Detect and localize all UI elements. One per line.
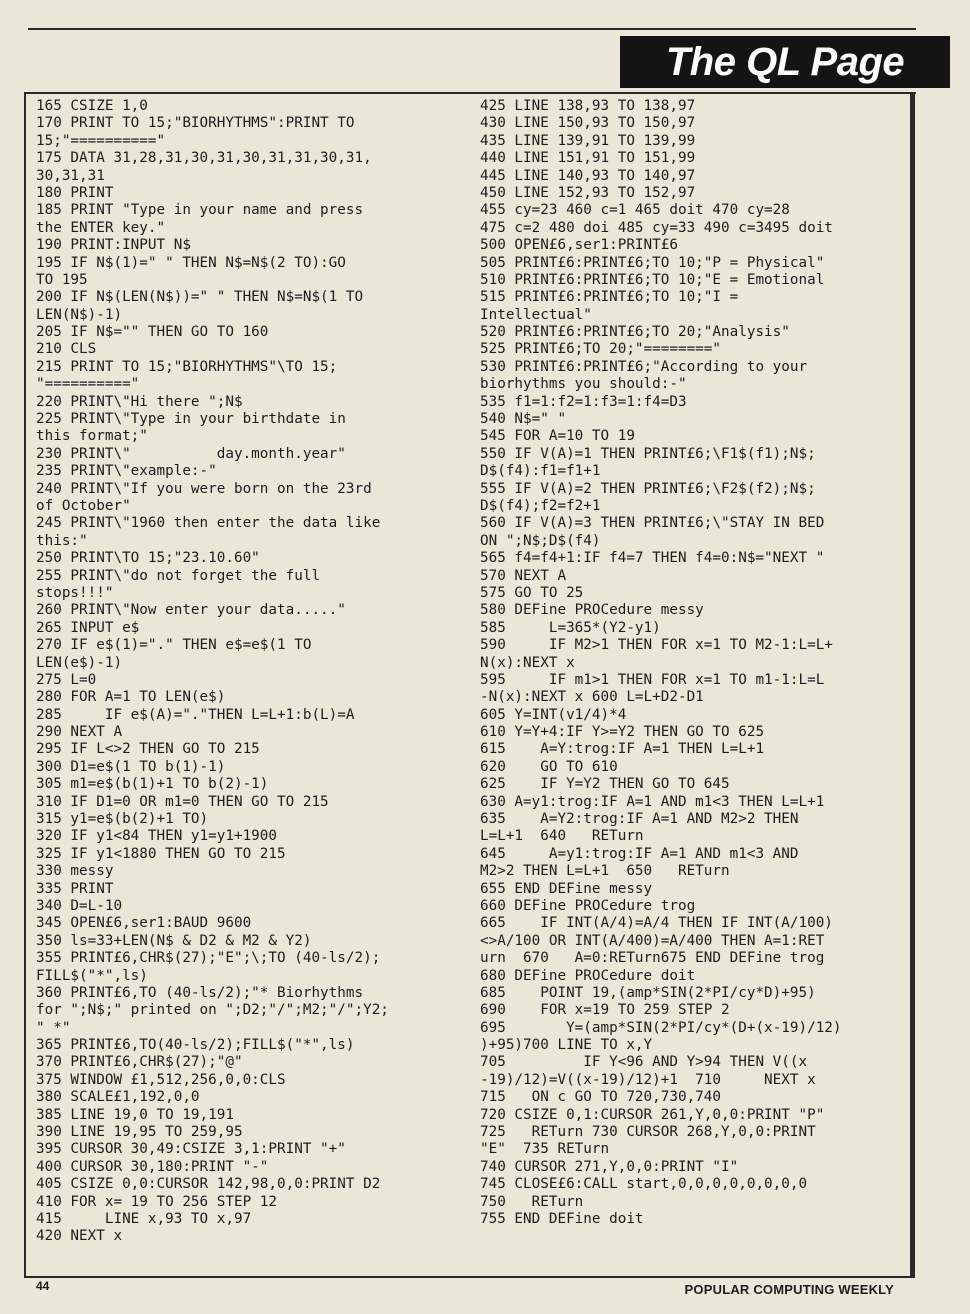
code-line: 455 cy=23 460 c=1 465 doit 470 cy=28 bbox=[480, 202, 790, 219]
code-line: 360 PRINT£6,TO (40-ls/2);"* Biorhythms bbox=[36, 984, 364, 1001]
code-line: 445 LINE 140,93 TO 140,97 bbox=[480, 167, 696, 184]
code-line: 660 DEFine PROCedure trog bbox=[480, 897, 696, 914]
code-line: 505 PRINT£6:PRINT£6;TO 10;"P = Physical" bbox=[480, 254, 825, 271]
code-line: 370 PRINT£6,CHR$(27);"@" bbox=[36, 1054, 243, 1071]
code-line: 375 WINDOW £1,512,256,0,0:CLS bbox=[36, 1071, 286, 1088]
code-line: 570 NEXT A bbox=[480, 567, 567, 584]
code-line: 575 GO TO 25 bbox=[480, 584, 584, 601]
code-line: " *" bbox=[36, 1019, 71, 1036]
code-line: 265 INPUT e$ bbox=[36, 619, 140, 636]
code-line: 260 PRINT\"Now enter your data....." bbox=[36, 602, 346, 619]
code-line: 320 IF y1<84 THEN y1=y1+1900 bbox=[36, 828, 278, 845]
code-line: 410 FOR x= 19 TO 256 STEP 12 bbox=[36, 1193, 278, 1210]
code-line: 630 A=y1:trog:IF A=1 AND m1<3 THEN L=L+1 bbox=[480, 793, 825, 810]
code-line: 635 A=Y2:trog:IF A=1 AND M2>2 THEN bbox=[480, 811, 799, 828]
code-line: 685 POINT 19,(amp*SIN(2*PI/cy*D)+95) bbox=[480, 984, 816, 1001]
code-line: 750 RETurn bbox=[480, 1193, 584, 1210]
code-line: 195 IF N$(1)=" " THEN N$=N$(2 TO):GO bbox=[36, 254, 346, 271]
code-line: 240 PRINT\"If you were born on the 23rd bbox=[36, 480, 372, 497]
code-line: stops!!!" bbox=[36, 584, 114, 601]
code-line: 450 LINE 152,93 TO 152,97 bbox=[480, 184, 696, 201]
code-line: 305 m1=e$(b(1)+1 TO b(2)-1) bbox=[36, 776, 269, 793]
code-line: 205 IF N$="" THEN GO TO 160 bbox=[36, 324, 269, 341]
code-line: 235 PRINT\"example:-" bbox=[36, 463, 217, 480]
code-line: 435 LINE 139,91 TO 139,99 bbox=[480, 132, 696, 149]
code-line: this format;" bbox=[36, 428, 148, 445]
code-line: 510 PRINT£6:PRINT£6;TO 10;"E = Emotional bbox=[480, 271, 825, 288]
code-line: 605 Y=INT(v1/4)*4 bbox=[480, 706, 627, 723]
code-line: 255 PRINT\"do not forget the full bbox=[36, 567, 321, 584]
code-line: 755 END DEFine doit bbox=[480, 1211, 644, 1227]
code-line: 520 PRINT£6:PRINT£6;TO 20;"Analysis" bbox=[480, 324, 790, 341]
code-line: 565 f4=f4+1:IF f4=7 THEN f4=0:N$="NEXT " bbox=[480, 550, 825, 567]
code-line: 315 y1=e$(b(2)+1 TO) bbox=[36, 811, 209, 828]
code-line: 405 CSIZE 0,0:CURSOR 142,98,0,0:PRINT D2 bbox=[36, 1176, 381, 1193]
code-line: 380 SCALE£1,192,0,0 bbox=[36, 1089, 200, 1106]
code-line: 560 IF V(A)=3 THEN PRINT£6;\"STAY IN BED bbox=[480, 515, 825, 532]
code-line: 395 CURSOR 30,49:CSIZE 3,1:PRINT "+" bbox=[36, 1141, 346, 1158]
code-line: biorhythms you should:-" bbox=[480, 376, 687, 393]
top-rule bbox=[28, 28, 916, 30]
code-line: 345 OPEN£6,ser1:BAUD 9600 bbox=[36, 915, 252, 932]
code-line: LEN(N$)-1) bbox=[36, 306, 123, 323]
code-line: L=L+1 640 RETurn bbox=[480, 828, 644, 845]
code-line: 165 CSIZE 1,0 bbox=[36, 98, 148, 114]
code-line: 645 A=y1:trog:IF A=1 AND m1<3 AND bbox=[480, 845, 799, 862]
code-line: ON ";N$;D$(f4) bbox=[480, 532, 601, 549]
code-line: 365 PRINT£6,TO(40-ls/2);FILL$("*",ls) bbox=[36, 1037, 355, 1054]
code-line: 15;"==========" bbox=[36, 132, 166, 149]
page-title: The QL Page bbox=[620, 36, 950, 88]
code-line: 740 CURSOR 271,Y,0,0:PRINT "I" bbox=[480, 1158, 739, 1175]
code-line: 430 LINE 150,93 TO 150,97 bbox=[480, 115, 696, 132]
code-line: 550 IF V(A)=1 THEN PRINT£6;\F1$(f1);N$; bbox=[480, 445, 816, 462]
code-line: 515 PRINT£6:PRINT£6;TO 10;"I = bbox=[480, 289, 739, 306]
code-line: 705 IF Y<96 AND Y>94 THEN V((x bbox=[480, 1054, 808, 1071]
code-line: 720 CSIZE 0,1:CURSOR 261,Y,0,0:PRINT "P" bbox=[480, 1106, 825, 1123]
code-line: 295 IF L<>2 THEN GO TO 215 bbox=[36, 741, 260, 758]
code-line: 340 D=L-10 bbox=[36, 897, 123, 914]
code-line: 595 IF m1>1 THEN FOR x=1 TO m1-1:L=L bbox=[480, 671, 825, 688]
code-line: FILL$("*",ls) bbox=[36, 967, 148, 984]
code-line: 655 END DEFine messy bbox=[480, 880, 653, 897]
code-line: -19)/12)=V((x-19)/12)+1 710 NEXT x bbox=[480, 1071, 816, 1088]
code-line: 245 PRINT\"1960 then enter the data like bbox=[36, 515, 381, 532]
code-line: 290 NEXT A bbox=[36, 724, 123, 741]
code-line: 475 c=2 480 doi 485 cy=33 490 c=3495 doit bbox=[480, 219, 833, 236]
code-line: 350 ls=33+LEN(N$ & D2 & M2 & Y2) bbox=[36, 932, 312, 949]
code-line: 615 A=Y:trog:IF A=1 THEN L=L+1 bbox=[480, 741, 765, 758]
code-line: 390 LINE 19,95 TO 259,95 bbox=[36, 1124, 243, 1141]
code-line: of October" bbox=[36, 497, 131, 514]
code-line: 280 FOR A=1 TO LEN(e$) bbox=[36, 689, 226, 706]
listing-right-column bbox=[480, 98, 908, 1228]
code-line: 690 FOR x=19 TO 259 STEP 2 bbox=[480, 1002, 730, 1019]
frame-right-rule bbox=[910, 92, 915, 1278]
code-line: "E" 735 RETurn bbox=[480, 1141, 610, 1158]
code-line: LEN(e$)-1) bbox=[36, 654, 123, 671]
code-line: for ";N$;" printed on ";D2;"/";M2;"/";Y2; bbox=[36, 1002, 389, 1019]
code-line: 745 CLOSE£6:CALL start,0,0,0,0,0,0,0,0 bbox=[480, 1176, 808, 1193]
code-line: 215 PRINT TO 15;"BIORHYTHMS"\TO 15; bbox=[36, 358, 338, 375]
code-line: 190 PRINT:INPUT N$ bbox=[36, 237, 191, 254]
frame-bottom-rule bbox=[24, 1276, 915, 1278]
code-line: 620 GO TO 610 bbox=[480, 758, 618, 775]
code-line: 285 IF e$(A)="."THEN L=L+1:b(L)=A bbox=[36, 706, 355, 723]
code-line: 525 PRINT£6;TO 20;"========" bbox=[480, 341, 722, 358]
code-line: Intellectual" bbox=[480, 306, 592, 323]
code-line: N(x):NEXT x bbox=[480, 654, 575, 671]
code-line: 225 PRINT\"Type in your birthdate in bbox=[36, 411, 346, 428]
code-line: 300 D1=e$(1 TO b(1)-1) bbox=[36, 758, 226, 775]
code-line: 230 PRINT\" day.month.year" bbox=[36, 445, 346, 462]
code-line: -N(x):NEXT x 600 L=L+D2-D1 bbox=[480, 689, 704, 706]
code-line: 625 IF Y=Y2 THEN GO TO 645 bbox=[480, 776, 730, 793]
code-line: 325 IF y1<1880 THEN GO TO 215 bbox=[36, 845, 286, 862]
code-line: 220 PRINT\"Hi there ";N$ bbox=[36, 393, 243, 410]
code-line: 540 N$=" " bbox=[480, 411, 567, 428]
code-line: 610 Y=Y+4:IF Y>=Y2 THEN GO TO 625 bbox=[480, 724, 765, 741]
code-line: 545 FOR A=10 TO 19 bbox=[480, 428, 635, 445]
page-number: 44 bbox=[36, 1279, 50, 1293]
code-line: <>A/100 OR INT(A/400)=A/400 THEN A=1:RET bbox=[480, 932, 825, 949]
code-line: 310 IF D1=0 OR m1=0 THEN GO TO 215 bbox=[36, 793, 329, 810]
code-line: 415 LINE x,93 TO x,97 bbox=[36, 1211, 252, 1227]
listing-left-column bbox=[36, 98, 468, 1246]
code-line: 400 CURSOR 30,180:PRINT "-" bbox=[36, 1158, 269, 1175]
code-line: 500 OPEN£6,ser1:PRINT£6 bbox=[480, 237, 678, 254]
frame-left-rule bbox=[24, 92, 26, 1278]
code-line: 275 L=0 bbox=[36, 671, 97, 688]
code-line: 175 DATA 31,28,31,30,31,30,31,31,30,31, bbox=[36, 150, 372, 167]
code-line: 200 IF N$(LEN(N$))=" " THEN N$=N$(1 TO bbox=[36, 289, 364, 306]
code-line: 30,31,31 bbox=[36, 167, 105, 184]
code-line: urn 670 A=0:RETurn675 END DEFine trog bbox=[480, 950, 825, 967]
code-line: the ENTER key." bbox=[36, 219, 166, 236]
code-line: "==========" bbox=[36, 376, 140, 393]
code-line: 425 LINE 138,93 TO 138,97 bbox=[480, 98, 696, 114]
code-line: 335 PRINT bbox=[36, 880, 114, 897]
code-line: 695 Y=(amp*SIN(2*PI/cy*(D+(x-19)/12) bbox=[480, 1019, 842, 1036]
code-line: 355 PRINT£6,CHR$(27);"E";\;TO (40-ls/2); bbox=[36, 950, 381, 967]
code-line: )+95)700 LINE TO x,Y bbox=[480, 1037, 653, 1054]
code-line: 420 NEXT x bbox=[36, 1228, 123, 1245]
code-line: 210 CLS bbox=[36, 341, 97, 358]
code-line: 440 LINE 151,91 TO 151,99 bbox=[480, 150, 696, 167]
code-line: 580 DEFine PROCedure messy bbox=[480, 602, 704, 619]
code-line: 330 messy bbox=[36, 863, 114, 880]
code-line: 185 PRINT "Type in your name and press bbox=[36, 202, 364, 219]
code-line: M2>2 THEN L=L+1 650 RETurn bbox=[480, 863, 730, 880]
code-line: 555 IF V(A)=2 THEN PRINT£6;\F2$(f2);N$; bbox=[480, 480, 816, 497]
code-line: 170 PRINT TO 15;"BIORHYTHMS":PRINT TO bbox=[36, 115, 355, 132]
code-line: 385 LINE 19,0 TO 19,191 bbox=[36, 1106, 234, 1123]
code-line: 530 PRINT£6:PRINT£6;"According to your bbox=[480, 358, 808, 375]
code-line: 270 IF e$(1)="." THEN e$=e$(1 TO bbox=[36, 637, 312, 654]
code-line: 725 RETurn 730 CURSOR 268,Y,0,0:PRINT bbox=[480, 1124, 816, 1141]
code-line: 180 PRINT bbox=[36, 184, 114, 201]
code-line: TO 195 bbox=[36, 271, 88, 288]
code-line: 590 IF M2>1 THEN FOR x=1 TO M2-1:L=L+ bbox=[480, 637, 833, 654]
code-line: 250 PRINT\TO 15;"23.10.60" bbox=[36, 550, 260, 567]
code-line: this:" bbox=[36, 532, 88, 549]
code-line: 715 ON c GO TO 720,730,740 bbox=[480, 1089, 722, 1106]
publication-name: POPULAR COMPUTING WEEKLY bbox=[684, 1282, 894, 1297]
code-line: 665 IF INT(A/4)=A/4 THEN IF INT(A/100) bbox=[480, 915, 833, 932]
code-line: 680 DEFine PROCedure doit bbox=[480, 967, 696, 984]
code-line: D$(f4);f2=f2+1 bbox=[480, 497, 601, 514]
code-line: 535 f1=1:f2=1:f3=1:f4=D3 bbox=[480, 393, 687, 410]
code-line: D$(f4):f1=f1+1 bbox=[480, 463, 601, 480]
code-line: 585 L=365*(Y2-y1) bbox=[480, 619, 661, 636]
